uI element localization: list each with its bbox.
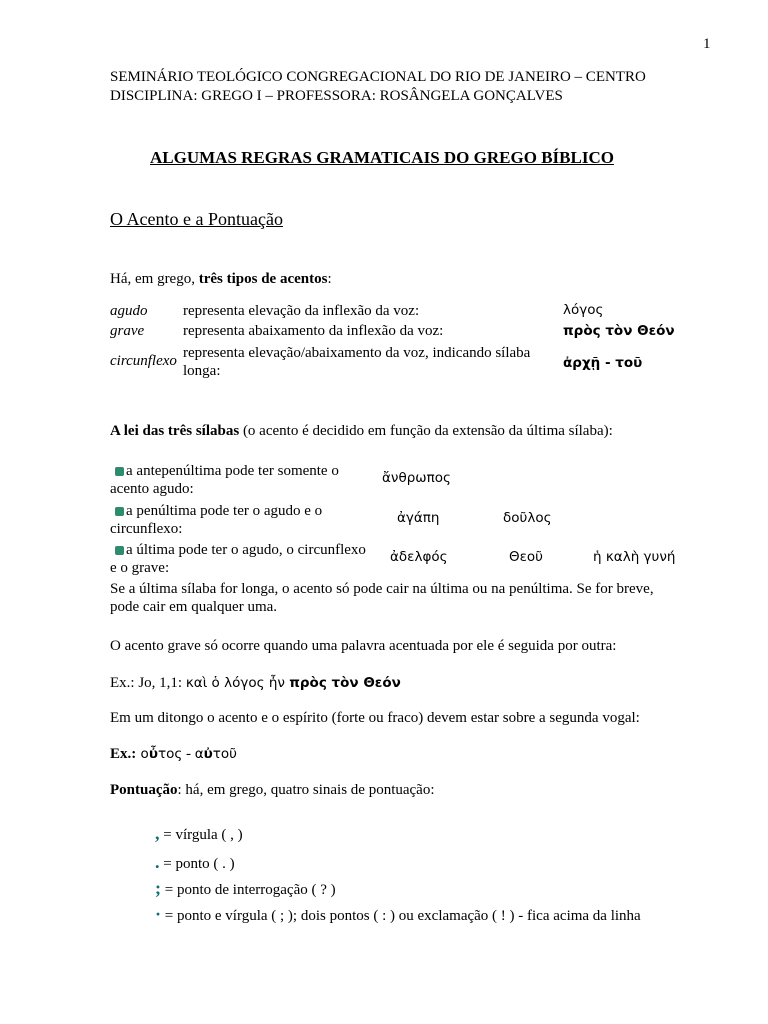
accent-example-agudo: λόγος (563, 302, 604, 318)
rule-example: Θεοῦ (509, 549, 543, 565)
accent-example-circunflexo: ἀρχῇ - τοῦ (563, 355, 643, 371)
diphthong-word-1c: τος (157, 746, 183, 762)
rule-example: ἀδελφός (390, 549, 448, 565)
punctuation-text: = ponto ( . ) (159, 856, 235, 872)
page-number: 1 (703, 36, 711, 52)
punctuation-symbol: . (155, 852, 160, 872)
accent-name-circunflexo: circunflexo (110, 353, 177, 369)
rule-example: ἀγάπη (397, 510, 440, 526)
rule-example: δοῦλος (503, 510, 552, 526)
rule-text: a última pode ter o agudo, o circunflexo e o grave: (110, 542, 366, 576)
accent-intro-bold: três tipos de acentos (198, 271, 328, 287)
punctuation-text: = vírgula ( , ) (159, 827, 243, 843)
three-syllables-heading (110, 423, 613, 440)
example-prefix: Ex.: Jo, 1,1: (110, 675, 186, 691)
example-label: Ex.: (110, 746, 137, 762)
diphthong-separator: - (182, 746, 195, 762)
document-title: ALGUMAS REGRAS GRAMATICAIS DO GREGO BÍBLICO (150, 148, 614, 167)
section-title: O Acento e a Pontuação (110, 209, 283, 229)
accent-desc-agudo: representa elevação da inflexão da voz: (183, 303, 420, 319)
rule-text: a penúltima pode ter o agudo e o circunflexo: (110, 503, 323, 537)
grave-rule-paragraph: O acento grave só ocorre quando uma palavra acentuada por ele é seguida por outra: (110, 638, 617, 654)
punctuation-intro-rest: : há, em grego, quatro sinais de pontuação: (177, 782, 435, 798)
header-line-2: DISCIPLINA: GREGO I – PROFESSORA: ROSÂNGELA GONÇALVES (110, 88, 563, 104)
punctuation-item-virgula (155, 823, 243, 844)
long-short-paragraph: Se a última sílaba for longa, o acento só pode cair na última ou na penúltima. Se for breve, pode cair em qualquer uma. (110, 581, 654, 615)
accent-example-grave: πρὸς τὸν Θεόν (563, 323, 675, 339)
punctuation-item-ponto (155, 852, 235, 873)
three-syllables-rest: (o acento é decidido em função da extensão da última sílaba): (239, 423, 613, 439)
accent-intro-suffix: : (327, 271, 332, 287)
example-greek: καὶ ὁ λόγος ἦν (185, 675, 290, 691)
punctuation-intro-bold: Pontuação (110, 782, 178, 798)
punctuation-symbol: · (155, 904, 162, 924)
rule-example: ἡ καλὴ γυνή (593, 549, 676, 565)
rule-example: ἄνθρωπος (382, 470, 451, 486)
diphthong-rule-paragraph: Em um ditongo o acento e o espírito (forte ou fraco) devem estar sobre a segunda vogal: (110, 710, 640, 726)
rule-ultima (110, 541, 370, 577)
accent-intro (110, 271, 332, 288)
example-greek-bold: πρὸς τὸν Θεόν (289, 675, 401, 691)
rule-penultima (110, 502, 370, 538)
diphthong-word-2a: α (194, 746, 204, 762)
example-diphthong (110, 746, 237, 763)
accent-name-agudo: agudo (110, 303, 148, 319)
punctuation-text: = ponto de interrogação ( ? ) (161, 882, 336, 898)
bullet-icon (115, 546, 124, 555)
rule-antepenultima (110, 462, 370, 498)
punctuation-symbol: , (155, 823, 160, 843)
accent-name-grave: grave (110, 323, 145, 339)
punctuation-text: = ponto e vírgula ( ; ); dois pontos ( : ) ou exclamação ( ! ) - fica acima da linha (161, 908, 641, 924)
bullet-icon (115, 507, 124, 516)
header-line-1: SEMINÁRIO TEOLÓGICO CONGREGACIONAL DO RIO DE JANEIRO – CENTRO (110, 69, 646, 85)
diphthong-word-2c: τοῦ (212, 746, 237, 762)
diphthong-word-1b: ὖ (148, 746, 158, 762)
punctuation-item-ponto-alto (155, 904, 641, 925)
punctuation-intro (110, 782, 435, 799)
diphthong-word-1a: ο (136, 746, 149, 762)
bullet-icon (115, 467, 124, 476)
rule-text: a antepenúltima pode ter somente o acento agudo: (110, 463, 339, 497)
accent-intro-prefix: Há, em grego, (110, 271, 199, 287)
accent-desc-circunflexo: representa elevação/abaixamento da voz, indicando sílaba longa: (183, 345, 531, 379)
punctuation-item-interrogacao (155, 878, 336, 899)
punctuation-symbol: ; (155, 878, 161, 898)
diphthong-word-2b: ὐ (203, 746, 213, 762)
accent-desc-grave: representa abaixamento da inflexão da voz: (183, 323, 444, 339)
three-syllables-bold: A lei das três sílabas (110, 423, 240, 439)
example-john-1-1 (110, 675, 401, 692)
